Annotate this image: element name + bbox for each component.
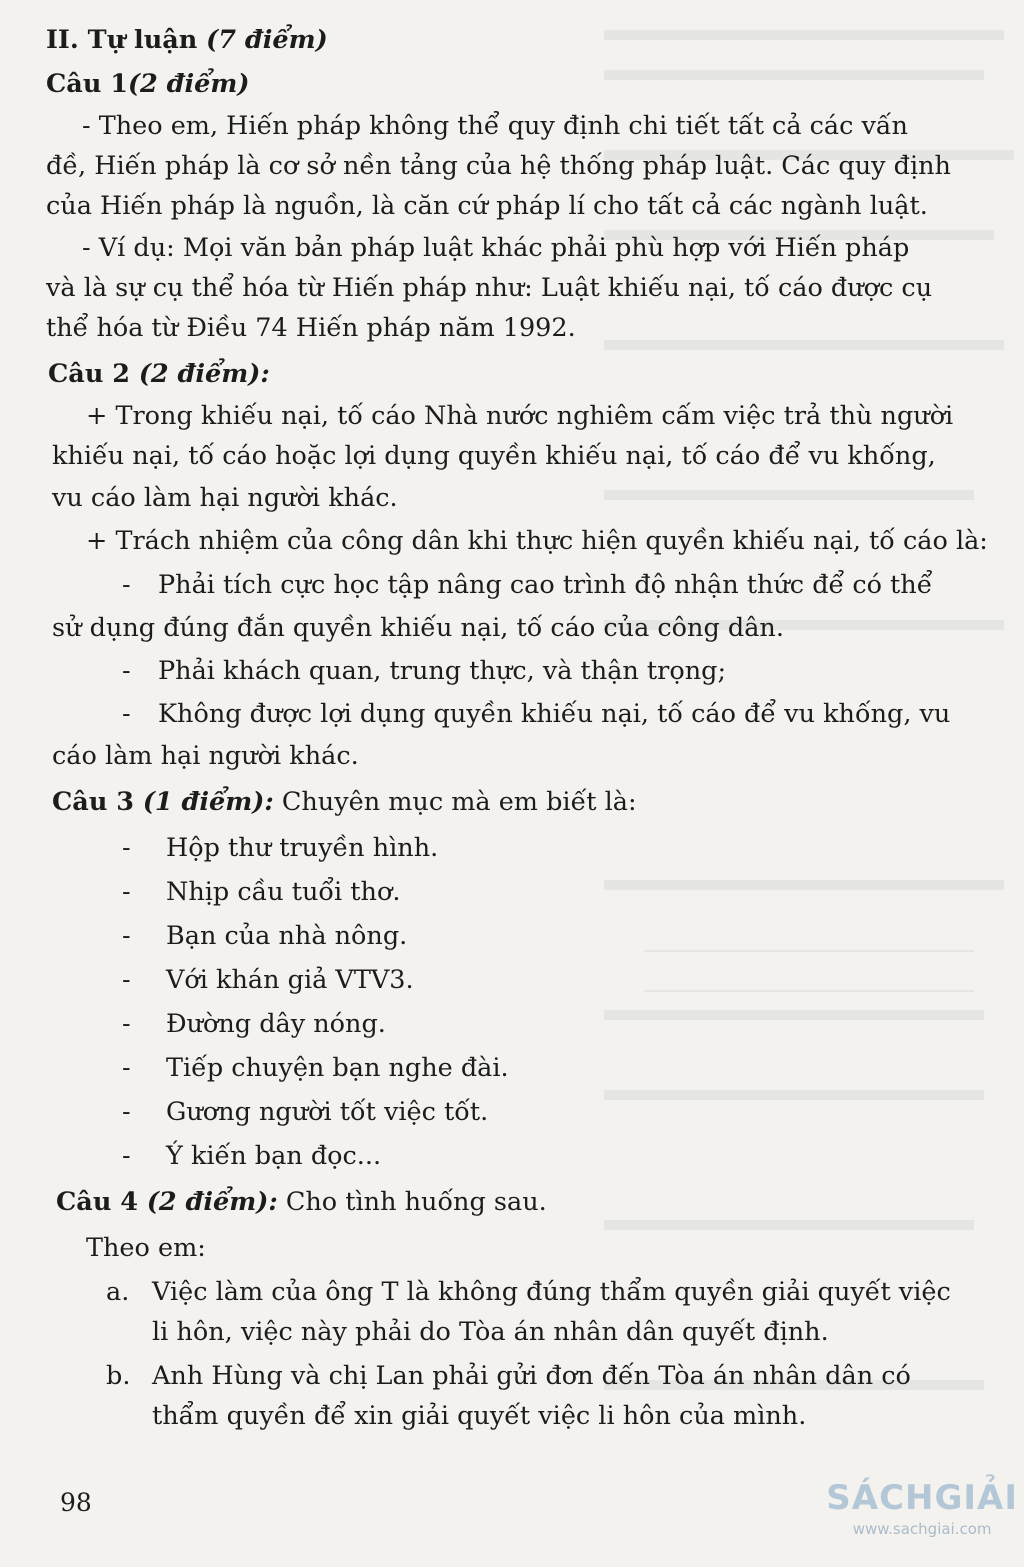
- list-item: Ý kiến bạn đọc...: [166, 1141, 382, 1171]
- list-item: Tiếp chuyện bạn nghe đài.: [166, 1053, 509, 1083]
- list-dash: -: [122, 833, 131, 863]
- list-dash: -: [122, 1053, 131, 1083]
- q1-p2-line-3: thể hóa từ Điều 74 Hiến pháp năm 1992.: [46, 313, 576, 343]
- q1-p2-line-1: - Ví dụ: Mọi văn bản pháp luật khác phải phù hợp với Hiến pháp: [82, 233, 910, 263]
- q4-item-a-marker: a.: [106, 1277, 130, 1307]
- q4-intro: Cho tình huống sau.: [277, 1187, 547, 1217]
- q4-item-a-line-1: Việc làm của ông T là không đúng thẩm quyền giải quyết việc: [152, 1277, 951, 1307]
- q2-item-dash: -: [122, 656, 131, 686]
- q1-points: (2 điểm): [127, 69, 250, 99]
- list-dash: -: [122, 1141, 131, 1171]
- part-heading: [46, 24, 328, 56]
- list-item: Với khán giả VTV3.: [166, 965, 414, 995]
- list-dash: -: [122, 965, 131, 995]
- q4-item-b-marker: b.: [106, 1361, 131, 1391]
- q3-points: (1 điểm):: [142, 787, 274, 817]
- watermark-logo: [826, 1478, 1018, 1538]
- list-item: Bạn của nhà nông.: [166, 921, 408, 951]
- q2-p1-line-1: + Trong khiếu nại, tố cáo Nhà nước nghiêm cấm việc trả thù người: [86, 401, 954, 431]
- q4-theo-em: Theo em:: [86, 1233, 206, 1263]
- q1-p1-line-3: của Hiến pháp là nguồn, là căn cứ pháp lí cho tất cả các ngành luật.: [46, 191, 928, 221]
- q4-item-a-line-2: li hôn, việc này phải do Tòa án nhân dân quyết định.: [152, 1317, 829, 1347]
- q2-p1-line-3: vu cáo làm hại người khác.: [52, 483, 398, 513]
- list-item: Nhịp cầu tuổi thơ.: [166, 877, 401, 907]
- page-number: 98: [60, 1488, 92, 1517]
- q1-p2-line-2: và là sự cụ thể hóa từ Hiến pháp như: Luật khiếu nại, tố cáo được cụ: [46, 273, 933, 303]
- q1-p1-line-2: đề, Hiến pháp là cơ sở nền tảng của hệ thống pháp luật. Các quy định: [46, 151, 951, 181]
- list-dash: -: [122, 1009, 131, 1039]
- part-points: (7 điểm): [206, 25, 328, 55]
- q1-p1-line-1: - Theo em, Hiến pháp không thể quy định chi tiết tất cả các vấn: [82, 111, 908, 141]
- q3-label: Câu 3: [52, 787, 143, 817]
- q2-item-dash: -: [122, 699, 131, 729]
- q4-heading: [56, 1186, 547, 1218]
- q3-heading: [52, 786, 637, 818]
- list-item: Đường dây nóng.: [166, 1009, 386, 1039]
- q2-heading: [48, 358, 270, 390]
- list-dash: -: [122, 921, 131, 951]
- list-item: Gương người tốt việc tốt.: [166, 1097, 489, 1127]
- q2-item-dash: -: [122, 570, 131, 600]
- list-dash: -: [122, 1097, 131, 1127]
- q1-heading: [46, 68, 249, 100]
- q2-points: (2 điểm):: [138, 359, 270, 389]
- part-title: II. Tự luận: [46, 25, 207, 55]
- q2-p1-line-2: khiếu nại, tố cáo hoặc lợi dụng quyền khiếu nại, tố cáo để vu khống,: [52, 441, 936, 471]
- q2-item-3-line-1: Không được lợi dụng quyền khiếu nại, tố cáo để vu khống, vu: [158, 699, 951, 729]
- q2-item-1-line-2: sử dụng đúng đắn quyền khiếu nại, tố cáo của công dân.: [52, 613, 784, 643]
- q2-item-2: Phải khách quan, trung thực, và thận trọng;: [158, 656, 727, 686]
- q2-item-1-line-1: Phải tích cực học tập nâng cao trình độ nhận thức để có thể: [158, 570, 933, 600]
- q4-points: (2 điểm):: [146, 1187, 278, 1217]
- q2-label: Câu 2: [48, 359, 139, 389]
- q1-label: Câu 1: [46, 69, 128, 99]
- q3-intro: Chuyên mục mà em biết là:: [273, 787, 637, 817]
- q2-p2: + Trách nhiệm của công dân khi thực hiện quyền khiếu nại, tố cáo là:: [86, 526, 988, 556]
- q4-label: Câu 4: [56, 1187, 147, 1217]
- q4-item-b-line-1: Anh Hùng và chị Lan phải gửi đơn đến Tòa án nhân dân có: [152, 1361, 911, 1391]
- list-item: Hộp thư truyền hình.: [166, 833, 439, 863]
- watermark-url: www.sachgiai.com: [852, 1520, 992, 1538]
- q4-item-b-line-2: thẩm quyền để xin giải quyết việc li hôn của mình.: [152, 1401, 807, 1431]
- q2-item-3-line-2: cáo làm hại người khác.: [52, 741, 359, 771]
- list-dash: -: [122, 877, 131, 907]
- watermark-title: SÁCHGIẢI: [826, 1478, 1018, 1518]
